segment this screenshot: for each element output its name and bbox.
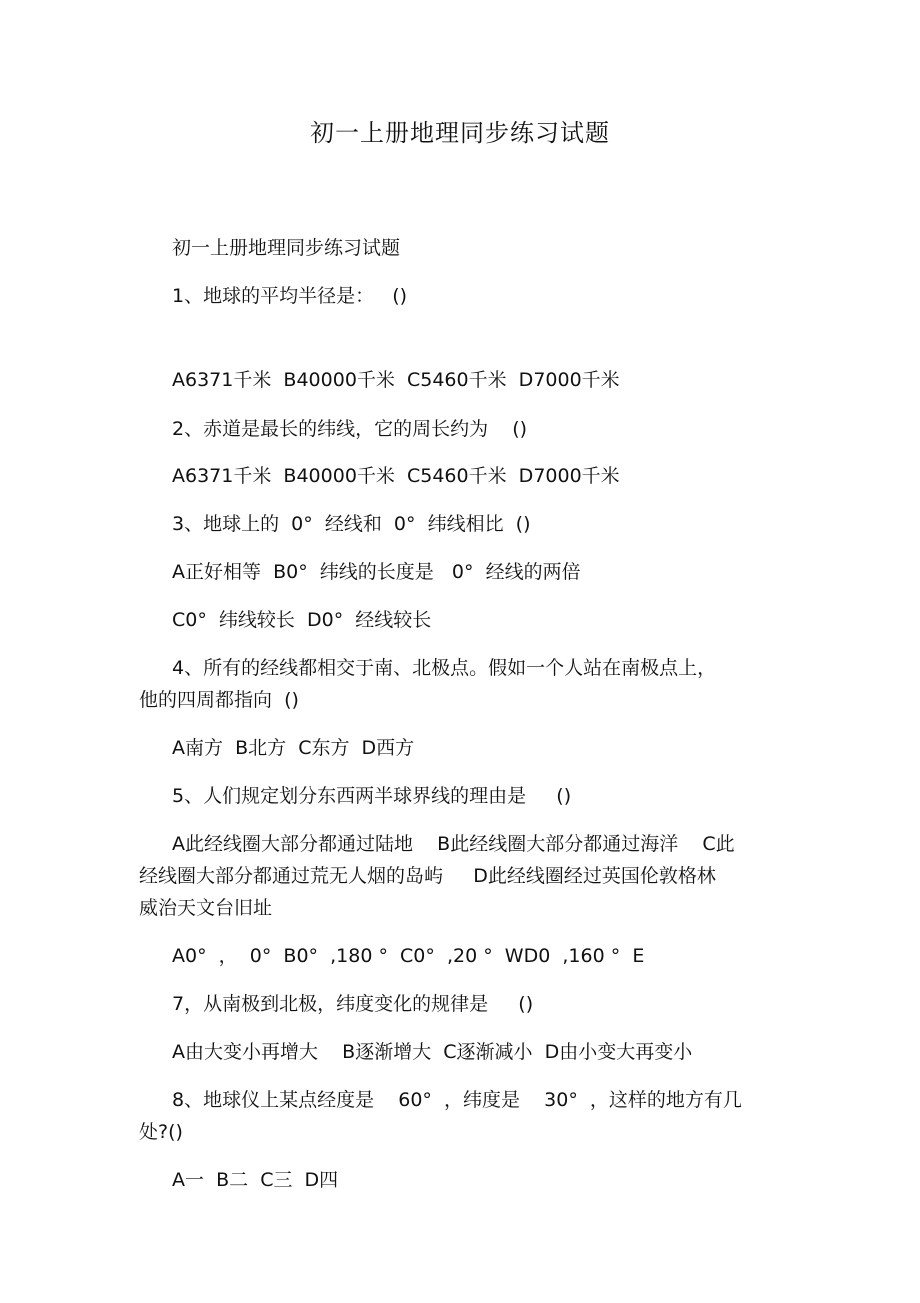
options-2: A6371千米 B40000千米 C5460千米 D7000千米	[172, 465, 620, 487]
options-6: A0° ， 0° B0° ,180 ° C0° ,20 ° WD0 ,160 ° E	[172, 945, 645, 967]
subtitle: 初一上册地理同步练习试题	[172, 237, 401, 259]
options-4: A南方 B北方 C东方 D西方	[172, 737, 415, 759]
page-title: 初一上册地理同步练习试题	[310, 119, 610, 147]
options-5-line-3: 威治天文台旧址	[139, 897, 273, 919]
options-5-line-1: A此经线圈大部分都通过陆地 B此经线圈大部分都通过海洋 C此	[172, 833, 735, 855]
question-8-line-2: 处?()	[139, 1121, 183, 1143]
question-2: 2、赤道是最长的纬线，它的周长约为 ()	[172, 418, 528, 440]
question-1: 1、地球的平均半径是： ()	[172, 285, 408, 307]
question-8-line-1: 8、地球仪上某点经度是 60° ，纬度是 30° ，这样的地方有几	[172, 1089, 742, 1111]
question-5: 5、人们规定划分东西两半球界线的理由是 ()	[172, 785, 572, 807]
question-4-line-2: 他的四周都指向 ()	[139, 689, 299, 711]
options-3-line-1: A正好相等 B0° 纬线的长度是 0° 经线的两倍	[172, 561, 581, 583]
question-4-line-1: 4、所有的经线都相交于南、北极点。假如一个人站在南极点上，	[172, 657, 717, 679]
options-5-line-2: 经线圈大部分都通过荒无人烟的岛屿 D此经线圈经过英国伦敦格林	[139, 865, 716, 887]
options-8: A一 B二 C三 D四	[172, 1169, 339, 1191]
options-1: A6371千米 B40000千米 C5460千米 D7000千米	[172, 369, 620, 391]
options-3-line-2: C0° 纬线较长 D0° 经线较长	[172, 609, 432, 631]
question-3: 3、地球上的 0° 经线和 0° 纬线相比 ()	[172, 513, 531, 535]
options-7: A由大变小再增大 B逐渐增大 C逐渐减小 D由小变大再变小	[172, 1041, 693, 1063]
question-7: 7，从南极到北极，纬度变化的规律是 ()	[172, 993, 534, 1015]
